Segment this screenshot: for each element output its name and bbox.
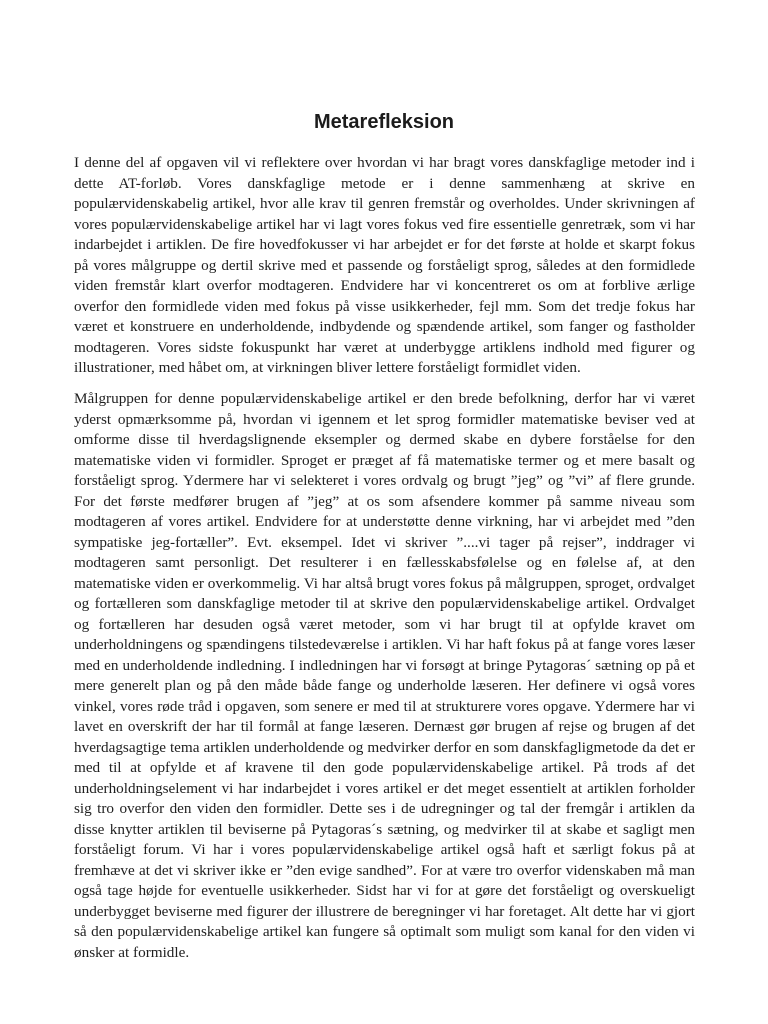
- paragraph-2: Målgruppen for denne populærvidenskabelige artikel er den brede befolkning, derfor har vi været yderst opmærksomme på, hvordan vi igennem et let sprog formidler matematiske beviser ved at omforme disse til hverdagslignende eksempler og dermed skabe en dybere forståelse for den matematiske viden vi formidler. Sproget er præget af få matematiske termer og et mere basalt og forståeligt sprog. Ydermere har vi selekteret i vores ordvalg og brugt ”jeg” og ”vi” af flere grunde. For det første medfører brugen af ”jeg” at os som afsendere kommer på samme niveau som modtageren af vores artikel. Endvidere for at understøtte denne virkning, har vi arbejdet med ”den sympatiske jeg-fortæller”. Evt. eksempel. Idet vi skriver ”....vi tager på rejser”, inddrager vi modtageren samt personligt. Det resulterer i en fællesskabsfølelse og en følelse af, at den matematiske viden er overkommelig. Vi har altså brugt vores fokus på målgruppen, sproget, ordvalget og fortælleren som danskfaglige metoder til at skrive den populærvidenskabelige artikel. Ordvalget og fortælleren har desuden også været metoder, som vi har brugt til at opfylde kravet om underholdningens og spændingens tilstedeværelse i artiklen. Vi har haft fokus på at fange vores læser med en underholdende indledning. I indledningen har vi forsøgt at bringe Pytagoras´ sætning op på et mere generelt plan og på den måde både fange og underholde læseren. Her definere vi også vores vinkel, vores røde tråd i opgaven, som senere er med til at strukturere vores opgave. Ydermere har vi lavet en overskrift der har til formål at fange læseren. Dernæst gør brugen af rejse og brugen af det hverdagsagtige tema artiklen underholdende og medvirker derfor en som danskfagligmetode da det er med til at opfylde et af kravene til den gode populærvidenskabelige artikel. På trods af det underholdningselement vi har indarbejdet i vores artikel er det meget essentielt at artiklen forholder sig tro overfor den viden den formidler. Dette ses i de udregninger og tal der fremgår i artiklen da disse knytter artiklen til beviserne på Pytagoras´s sætning, og medvirker til at skabe et sagligt men forståeligt forum. Vi har i vores populærvidenskabelige artikel også haft et særligt fokus på at fremhæve at det vi skriver ikke er ”den evige sandhed”. For at være tro overfor videnskaben må man også tage højde for eventuelle usikkerheder. Sidst har vi for at gøre det forståeligt og overskueligt underbygget beviserne med figurer der illustrere de beregninger vi har foretaget. Alt dette har vi gjort så den populærvidenskabelige artikel kan fungere så optimalt som muligt som kanal for den viden vi ønsker at formidle.: [74, 390, 695, 961]
- paragraph-1: I denne del af opgaven vil vi reflektere over hvordan vi har bragt vores danskfaglige metoder ind i dette AT-forløb. Vores danskfaglige metode er i denne sammenhæng at skrive en populærvidenskabelig artikel, hvor alle krav til genren fremstår og overholdes. Under skrivningen af vores populærvidenskabelige artikel har vi lagt vores fokus ved fire essentielle genretræk, som vi har indarbejdet i artiklen. De fire hovedfokusser vi har arbejdet er for det første at holde et skarpt fokus på vores målgruppe og dertil skrive med et passende og forståeligt sprog, således at den formidlede viden fremstår klart overfor modtageren. Endvidere har vi koncentreret os om at forblive ærlige overfor den formidlede viden med fokus på visse usikkerheder, fejl mm. Som det tredje fokus har været et konstruere en underholdende, indbydende og spændende artikel, som fanger og fastholder modtageren. Vores sidste fokuspunkt har været at underbygge artiklens indhold med figurer og illustrationer, med håbet om, at virkningen bliver lettere forståeligt formidlet viden.: [74, 154, 695, 376]
- page-title: Metarefleksion: [313, 111, 455, 133]
